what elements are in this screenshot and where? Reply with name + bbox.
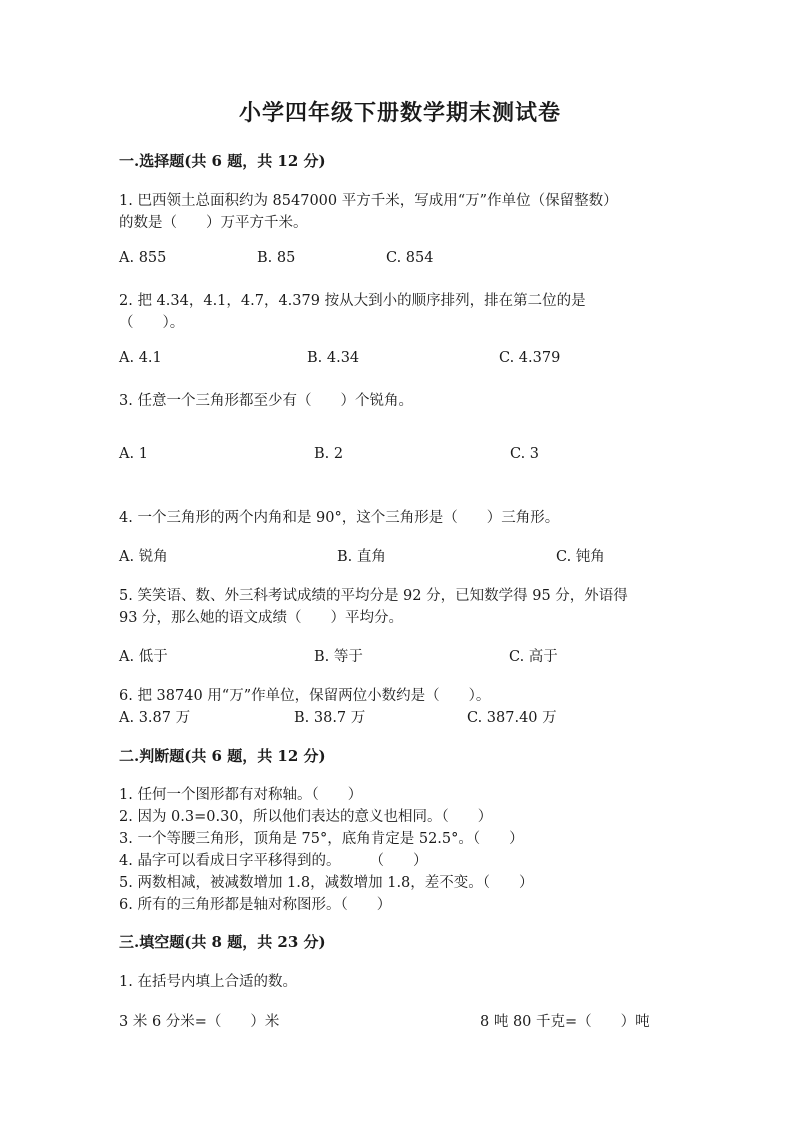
section-heading-judgement: 二.判断题(共 6 题，共 12 分) — [119, 747, 326, 765]
section-heading-choice: 一.选择题(共 6 题，共 12 分) — [119, 152, 326, 170]
question-2-line2: （ ）。 — [119, 315, 185, 331]
question-1-option-b: B. 85 — [257, 250, 296, 266]
question-3-option-c: C. 3 — [510, 446, 540, 462]
judgement-item-6: 6. 所有的三角形都是轴对称图形。（ ） — [119, 897, 392, 913]
question-3-option-a: A. 1 — [119, 446, 148, 462]
question-4-line1: 4. 一个三角形的两个内角和是 90°，这个三角形是（ ）三角形。 — [119, 510, 560, 526]
question-6-option-a: A. 3.87 万 — [119, 710, 191, 726]
question-5-option-a: A. 低于 — [119, 649, 168, 665]
question-2-option-a: A. 4.1 — [119, 350, 162, 366]
judgement-item-4: 4. 晶字可以看成日字平移得到的。 （ ） — [119, 853, 428, 869]
question-1-line1: 1. 巴西领土总面积约为 8547000 平方千米，写成用“万”作单位（保留整数） — [119, 193, 618, 209]
judgement-item-3: 3. 一个等腰三角形，顶角是 75°，底角肯定是 52.5°。（ ） — [119, 831, 524, 847]
question-1-option-a: A. 855 — [119, 250, 167, 266]
fill-question-1: 1. 在括号内填上合适的数。 — [119, 974, 297, 990]
question-6-option-b: B. 38.7 万 — [294, 710, 366, 726]
page-title: 小学四年级下册数学期末测试卷 — [238, 100, 561, 126]
question-6-option-c: C. 387.40 万 — [467, 710, 557, 726]
question-4-option-c: C. 钝角 — [556, 549, 605, 565]
judgement-item-2: 2. 因为 0.3=0.30，所以他们表达的意义也相同。（ ） — [119, 809, 493, 825]
question-4-option-b: B. 直角 — [337, 549, 386, 565]
fill-blank-left: 3 米 6 分米=（ ）米 — [119, 1014, 280, 1030]
question-5-line1: 5. 笑笑语、数、外三科考试成绩的平均分是 92 分，已知数学得 95 分，外语得 — [119, 588, 628, 604]
question-5-line2: 93 分，那么她的语文成绩（ ）平均分。 — [119, 610, 404, 626]
question-5-option-b: B. 等于 — [314, 649, 363, 665]
question-4-option-a: A. 锐角 — [119, 549, 168, 565]
fill-blank-right: 8 吨 80 千克=（ ）吨 — [480, 1014, 650, 1030]
question-2-line1: 2. 把 4.34，4.1，4.7，4.379 按从大到小的顺序排列，排在第二位的是 — [119, 293, 586, 309]
judgement-item-5: 5. 两数相减，被减数增加 1.8，减数增加 1.8，差不变。（ ） — [119, 875, 534, 891]
question-3-option-b: B. 2 — [314, 446, 344, 462]
question-1-option-c: C. 854 — [386, 250, 434, 266]
question-5-option-c: C. 高于 — [509, 649, 558, 665]
question-2-option-c: C. 4.379 — [499, 350, 561, 366]
question-2-option-b: B. 4.34 — [307, 350, 360, 366]
judgement-item-1: 1. 任何一个图形都有对称轴。（ ） — [119, 787, 363, 803]
question-1-line2: 的数是（ ）万平方千米。 — [119, 215, 308, 231]
question-3-line1: 3. 任意一个三角形都至少有（ ）个锐角。 — [119, 393, 413, 409]
section-heading-fill-blank: 三.填空题(共 8 题，共 23 分) — [119, 933, 326, 951]
question-6-line1: 6. 把 38740 用“万”作单位，保留两位小数约是（ ）。 — [119, 688, 491, 704]
